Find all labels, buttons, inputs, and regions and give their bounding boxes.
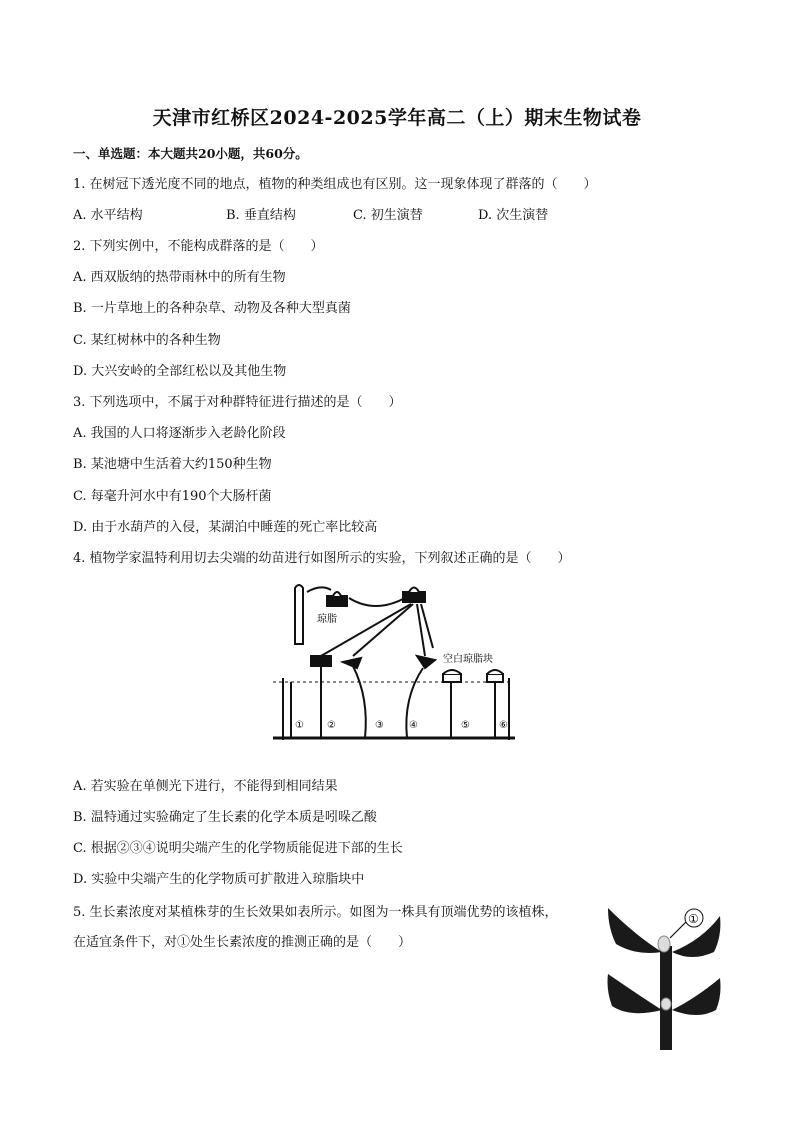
seedling-3-label: ③ — [375, 720, 384, 731]
q1-option-d[interactable]: D. 次生演替 — [478, 208, 549, 223]
q2-option-d[interactable]: D. 大兴安岭的全部红松以及其他生物 — [73, 364, 287, 379]
q1-option-a[interactable]: A. 水平结构 — [73, 208, 143, 223]
q4-option-c[interactable]: C. 根据②③④说明尖端产生的化学物质能促进下部的生长 — [73, 841, 403, 856]
question-3-stem: 3. 下列选项中，不属于对种群特征进行描述的是（ ） — [73, 395, 402, 410]
question-5-stem-line2: 在适宜条件下，对①处生长素浓度的推测正确的是（ ） — [73, 935, 412, 950]
seedling-1-label: ① — [295, 720, 304, 731]
q2-option-b[interactable]: B. 一片草地上的各种杂草、动物及各种大型真菌 — [73, 301, 351, 316]
seedling-4-label: ④ — [409, 720, 418, 731]
page-title: 天津市红桥区2024-2025学年高二（上）期末生物试卷 — [152, 107, 642, 129]
section-heading: 一、单选题：本大题共20小题，共60分。 — [73, 146, 308, 161]
went-experiment-figure — [265, 578, 525, 748]
q2-option-a[interactable]: A. 西双版纳的热带雨林中的所有生物 — [73, 270, 286, 285]
q3-option-d[interactable]: D. 由于水葫芦的入侵，某湖泊中睡莲的死亡率比较高 — [73, 520, 378, 535]
seedling-2-label: ② — [327, 720, 336, 731]
q1-option-b[interactable]: B. 垂直结构 — [226, 208, 296, 223]
question-5-stem-line1: 5. 生长素浓度对某植株芽的生长效果如表所示。如图为一株具有顶端优势的该植株， — [73, 905, 558, 920]
q4-option-d[interactable]: D. 实验中尖端产生的化学物质可扩散进入琼脂块中 — [73, 872, 365, 887]
agar-label: 琼脂 — [317, 614, 337, 625]
q4-option-b[interactable]: B. 温特通过实验确定了生长素的化学本质是吲哚乙酸 — [73, 810, 377, 825]
seedling-5-label: ⑤ — [461, 720, 470, 731]
blank-agar-label: 空白琼脂块 — [443, 654, 493, 665]
plant-photo-figure — [606, 906, 722, 1050]
q4-option-a[interactable]: A. 若实验在单侧光下进行，不能得到相同结果 — [73, 779, 338, 794]
bud-1-label: ① — [688, 912, 699, 926]
q3-option-a[interactable]: A. 我国的人口将逐渐步入老龄化阶段 — [73, 426, 286, 441]
q3-option-b[interactable]: B. 某池塘中生活着大约150种生物 — [73, 457, 272, 472]
question-1-stem: 1. 在树冠下透光度不同的地点，植物的种类组成也有区别。这一现象体现了群落的（ ） — [73, 177, 597, 192]
question-4-stem: 4. 植物学家温特利用切去尖端的幼苗进行如图所示的实验，下列叙述正确的是（ ） — [73, 551, 571, 566]
seedling-6-label: ⑥ — [499, 720, 508, 731]
question-2-stem: 2. 下列实例中，不能构成群落的是（ ） — [73, 239, 324, 254]
q3-option-c[interactable]: C. 每毫升河水中有190个大肠杆菌 — [73, 489, 272, 504]
q1-option-c[interactable]: C. 初生演替 — [353, 208, 423, 223]
q2-option-c[interactable]: C. 某红树林中的各种生物 — [73, 333, 221, 348]
